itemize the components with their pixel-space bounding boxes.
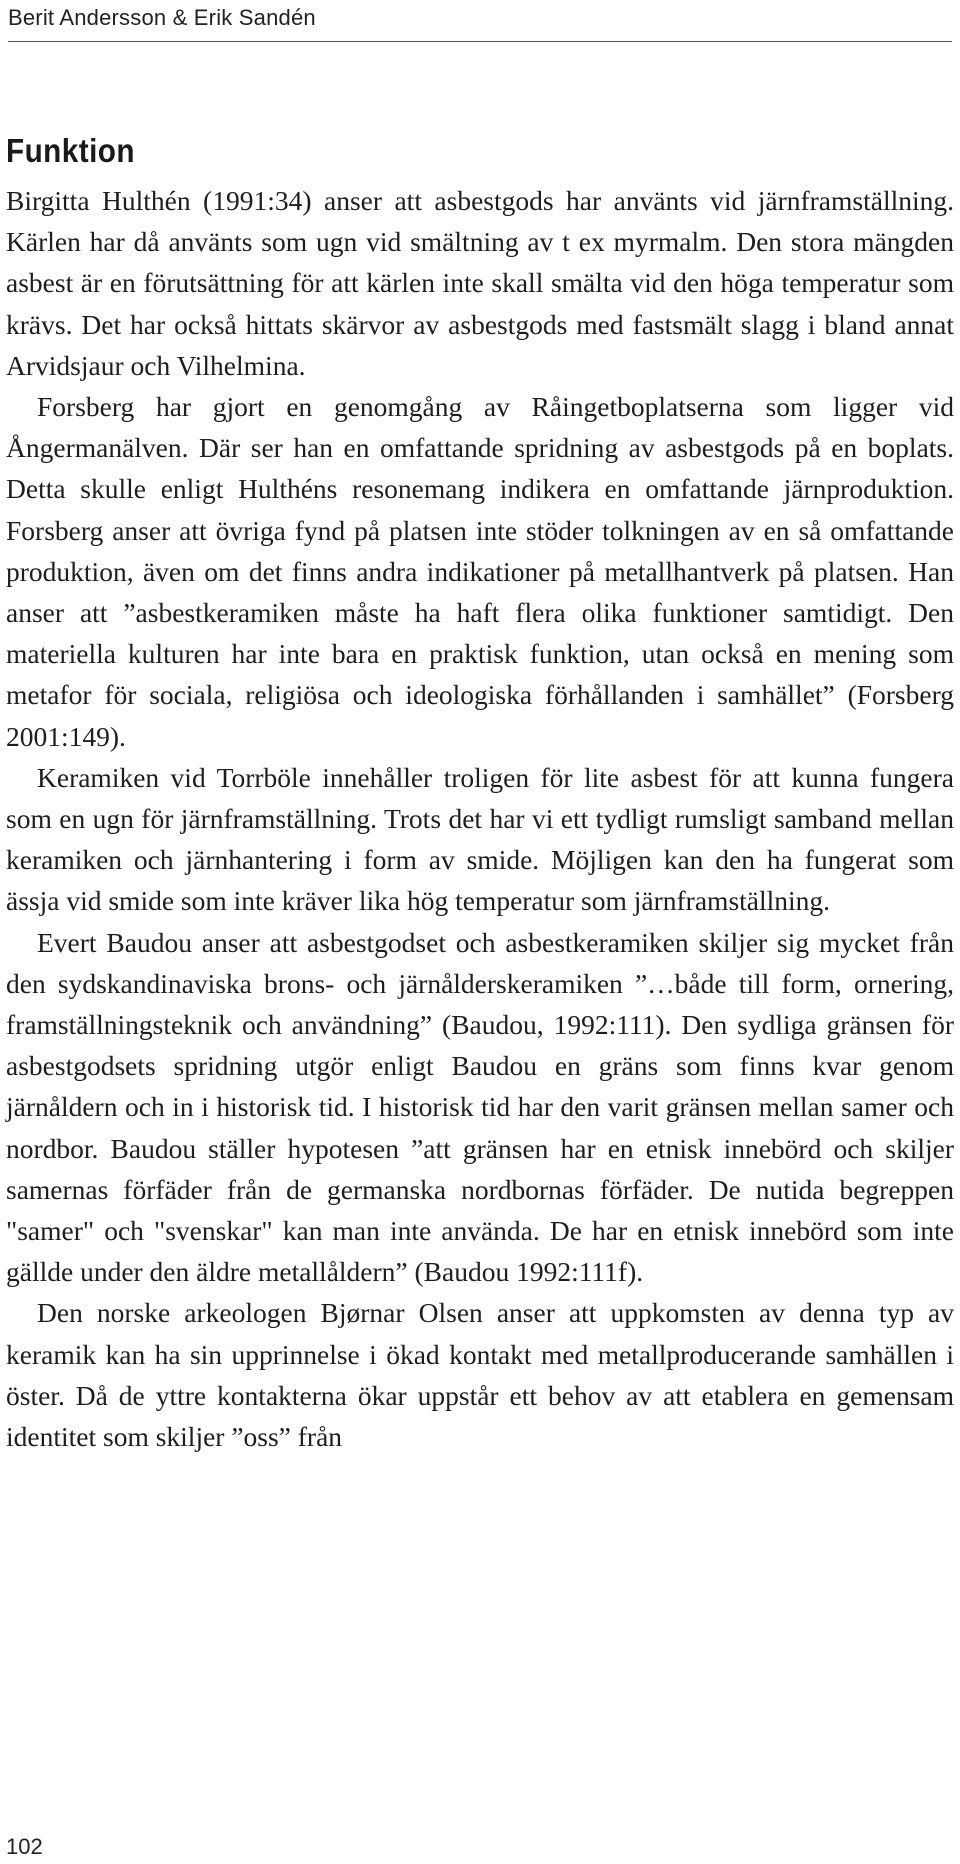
paragraph: Forsberg har gjort en genomgång av Råingetboplatserna som ligger vid Ångermanälven. Där ser han en omfattande spridning av asbestgods på en boplats. Detta skulle enligt Hulthéns resonemang indikera en omfattande järnproduktion. Forsberg anser att övriga fynd på platsen inte stöder tolkningen av en så omfattande produktion, även om det finns andra indikationer på metallhantverk på platsen. Han anser att ”asbestkeramiken måste ha haft flera olika funktioner samtidigt. Den materiella kulturen har inte bara en praktisk funktion, utan också en mening som metafor för sociala, religiösa och ideologiska förhållanden i samhället” (Forsberg 2001:149). [6, 391, 954, 752]
body-text [6, 180, 954, 1457]
paragraph: Evert Baudou anser att asbestgodset och asbestkeramiken skiljer sig mycket från den sydskandinaviska brons- och järnålderskeramiken ”…både till form, ornering, framställningsteknik och användning” (Baudou, 1992:111). Den sydliga gränsen för asbestgodsets spridning utgör enligt Baudou en gräns som finns kvar genom järnåldern och in i historisk tid. I historisk tid har den varit gränsen mellan samer och nordbor. Baudou ställer hypotesen ”att gränsen har en etnisk innebörd och skiljer samernas förfäder från de germanska nordbornas förfäder. De nutida begreppen "samer" och "svenskar" kan man inte använda. De har en etnisk innebörd som inte gällde under den äldre metallåldern” (Baudou 1992:111f). [6, 926, 954, 1288]
paragraph: Den norske arkeologen Bjørnar Olsen anser att uppkomsten av denna typ av keramik kan ha sin upprinnelse i ökad kontakt med metallproducerande samhällen i öster. Då de yttre kontakterna ökar uppstår ett behov av att etablera en gemensam identitet som skiljer ”oss” från [6, 1297, 954, 1453]
section-heading: Funktion [6, 132, 135, 169]
paragraph: Birgitta Hulthén (1991:34) anser att asbestgods har använts vid järnframställning. Kärlen har då använts som ugn vid smältning av t ex myrmalm. Den stora mängden asbest är en förutsättning för att kärlen inte skall smälta vid den höga temperatur som krävs. Det har också hittats skärvor av asbestgods med fastsmält slagg i bland annat Arvidsjaur och Vilhelmina. [6, 185, 954, 381]
running-header [8, 2, 952, 42]
paragraph: Keramiken vid Torrböle innehåller troligen för lite asbest för att kunna fungera som en ugn för järnframställning. Trots det har vi ett tydligt rumsligt samband mellan keramiken och järnhantering i form av smide. Möjligen kan den ha fungerat som ässja vid smide som inte kräver lika hög temperatur som järnframställning. [6, 761, 954, 917]
header-authors: Berit Andersson & Erik Sandén [8, 5, 316, 30]
page-number: 102 [6, 1834, 43, 1859]
